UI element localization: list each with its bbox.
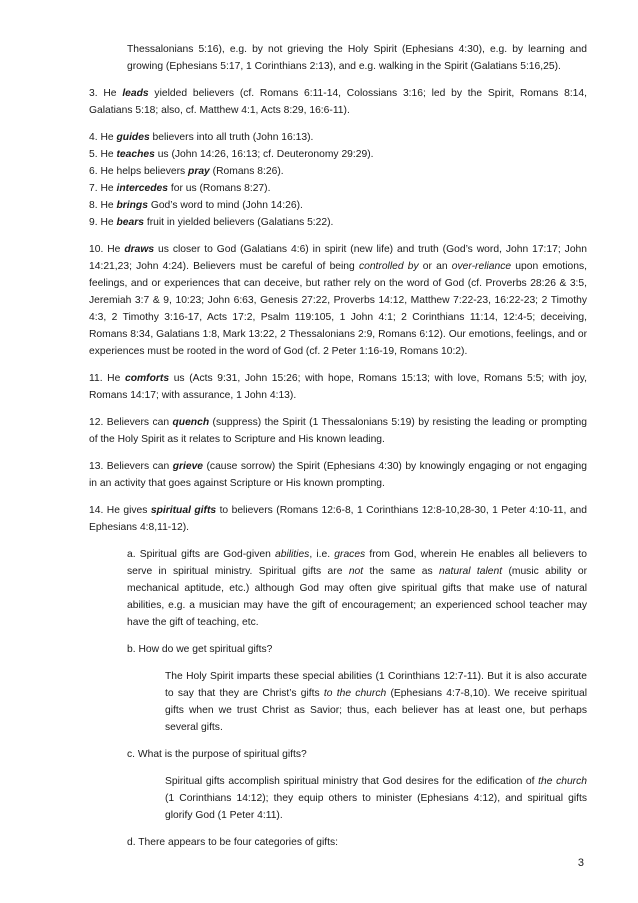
text-run: (suppress) the Spirit (1 Thessalonians 5:19) by resisting the leading or prompting of the Holy Spirit as it relates to Scripture and His known leading. [89, 417, 587, 445]
text-run: b. How do we get spiritual gifts? [127, 644, 273, 655]
text-run: for us (Romans 8:27). [168, 183, 271, 194]
text-run: or an [418, 261, 452, 272]
text-run: the same as [363, 566, 440, 577]
emphasis-text: controlled by [358, 261, 419, 272]
text-run: (Romans 8:26). [209, 166, 284, 177]
paragraph [89, 163, 587, 180]
text-run: from God, wherein He enables all believers to serve in spiritual ministry. Spiritual gifts are [127, 549, 587, 577]
emphasis-text: the church [538, 776, 587, 787]
emphasis-text: not [348, 566, 364, 577]
text-run: 3. He [89, 88, 123, 99]
text-run: 6. He helps believers [89, 166, 189, 177]
emphasis-text: to the church [323, 688, 387, 699]
emphasis-text: teaches [116, 149, 155, 160]
paragraph-spacer [89, 492, 587, 502]
paragraph [89, 214, 587, 231]
paragraph-spacer [89, 119, 587, 129]
text-run: (1 Corinthians 14:12); they equip others to minister (Ephesians 4:12), and spiritual gifts glorify God (1 Peter 4:11). [165, 793, 587, 821]
paragraph-spacer [89, 404, 587, 414]
paragraph [127, 641, 587, 658]
text-run: Thessalonians 5:16), e.g. by not grieving the Holy Spirit (Ephesians 4:30), e.g. by learning and growing (Ephesians 5:17, 1 Corinthians 2:13), and e.g. walking in the Spirit (Galatians 5:16,25). [127, 44, 587, 72]
paragraph-spacer [89, 763, 587, 773]
paragraph [89, 370, 587, 404]
text-run: 5. He [89, 149, 117, 160]
paragraph-spacer [89, 736, 587, 746]
text-run: believers into all truth (John 16:13). [149, 132, 314, 143]
text-run: , i.e. [309, 549, 335, 560]
page-number: 3 [577, 857, 584, 869]
text-run: 4. He [89, 132, 117, 143]
emphasis-text: natural talent [439, 566, 503, 577]
emphasis-text: guides [116, 132, 150, 143]
text-run: c. What is the purpose of spiritual gifts? [127, 749, 307, 760]
emphasis-text: pray [188, 166, 210, 177]
text-run: 9. He [89, 217, 117, 228]
text-run: us (John 14:26, 16:13; cf. Deuteronomy 29:29). [154, 149, 374, 160]
text-run: The Holy Spirit imparts these special abilities (1 Corinthians 12:7-11). But it is also accurate to say that they are Christ’s gifts [165, 671, 587, 699]
paragraph [89, 197, 587, 214]
text-run: yielded believers (cf. Romans 6:11-14, Colossians 3:16; led by the Spirit, Romans 8:14, Galatians 5:18; also, cf. Matthew 4:1, Acts 8:29, 16:6-11). [89, 88, 587, 116]
emphasis-text: comforts [125, 373, 170, 384]
emphasis-text: quench [172, 417, 210, 428]
text-run: 7. He [89, 183, 117, 194]
text-run: (Ephesians 4:7-8,10). We receive spiritual gifts when we trust Christ as Savior; thus, each believer has at least one, but perhaps several gifts. [165, 688, 587, 733]
text-run: God’s word to mind (John 14:26). [147, 200, 303, 211]
paragraph [89, 146, 587, 163]
paragraph-spacer [89, 536, 587, 546]
text-run: to believers (Romans 12:6-8, 1 Corinthians 12:8-10,28-30, 1 Peter 4:10-11, and Ephesians 4:8,11-12). [89, 505, 588, 533]
text-run: 8. He [89, 200, 117, 211]
emphasis-text: graces [334, 549, 366, 560]
paragraph-spacer [89, 75, 587, 85]
paragraph [89, 180, 587, 197]
paragraph-spacer [89, 824, 587, 834]
text-run: Spiritual gifts accomplish spiritual ministry that God desires for the edification of [165, 776, 539, 787]
text-run: 12. Believers can [89, 417, 173, 428]
paragraph [165, 773, 587, 824]
emphasis-text: bears [116, 217, 144, 228]
text-run: (cause sorrow) the Spirit (Ephesians 4:30) by knowingly engaging or not engaging in an activity that goes against Scripture or His known prompting. [89, 461, 587, 489]
paragraph [89, 241, 587, 360]
paragraph [127, 41, 587, 75]
emphasis-text: over-reliance [451, 261, 512, 272]
text-run: a. Spiritual gifts are God-given [127, 549, 275, 560]
paragraph [89, 502, 587, 536]
text-run: 13. Believers can [89, 461, 173, 472]
paragraph [89, 85, 587, 119]
text-run: us closer to God (Galatians 4:6) in spirit (new life) and truth (God’s word, John 17:17; John 14:21,23; John 4:24). Believers must be careful of being [89, 244, 587, 272]
paragraph [127, 834, 587, 851]
paragraph-spacer [89, 448, 587, 458]
paragraph-spacer [89, 360, 587, 370]
paragraph [89, 129, 587, 146]
emphasis-text: grieve [172, 461, 204, 472]
paragraph [165, 668, 587, 736]
text-run: upon emotions, feelings, and or experiences that can deceive, but rather rely on the word of God (cf. Proverbs 28:26 & 3:5, Jeremiah 3:7 & 9, 10:23; John 6:63, Genesis 27:22, Proverbs 14:12, Matthew 7:22-23, 16:22-23; 2 Timothy 4:3, 2 Timothy 3:16-17, Acts 17:2, Psalm 119:105, 1 John 4:1; 2 Corinthians 11:14, 12:4-5; deceiving, Romans 8:34, Galatians 1:8, Mark 13:22, 2 Thessalonians 2:9, Romans 6:12). Our emotions, feelings, and or experiences must be rooted in the word of God (cf. 2 Peter 1:16-19, Romans 10:2). [89, 261, 587, 357]
text-run: d. There appears to be four categories of gifts: [127, 837, 339, 848]
paragraph-spacer [89, 231, 587, 241]
text-run: 11. He [89, 373, 125, 384]
paragraph [89, 458, 587, 492]
paragraph [127, 746, 587, 763]
emphasis-text: brings [116, 200, 148, 211]
text-run: us (Acts 9:31, John 15:26; with hope, Romans 15:13; with love, Romans 5:5; with joy, Romans 14:17; with assurance, 1 John 4:13). [89, 373, 588, 401]
text-run: fruit in yielded believers (Galatians 5:22). [143, 217, 334, 228]
emphasis-text: spiritual gifts [150, 505, 217, 516]
emphasis-text: draws [124, 244, 155, 255]
paragraph [127, 546, 587, 631]
paragraph [89, 414, 587, 448]
emphasis-text: leads [122, 88, 149, 99]
paragraph-spacer [89, 658, 587, 668]
text-run: (music ability or mechanical aptitude, etc.) although God may often give spiritual gifts that make use of natural abilities, e.g. a musician may have the gift of encouragement; an experienced school teacher may have the gift of teaching, etc. [127, 566, 587, 628]
paragraph-spacer [89, 631, 587, 641]
emphasis-text: abilities [274, 549, 310, 560]
text-run: 10. He [89, 244, 125, 255]
page-body [89, 41, 587, 851]
emphasis-text: intercedes [116, 183, 168, 194]
text-run: 14. He gives [89, 505, 151, 516]
